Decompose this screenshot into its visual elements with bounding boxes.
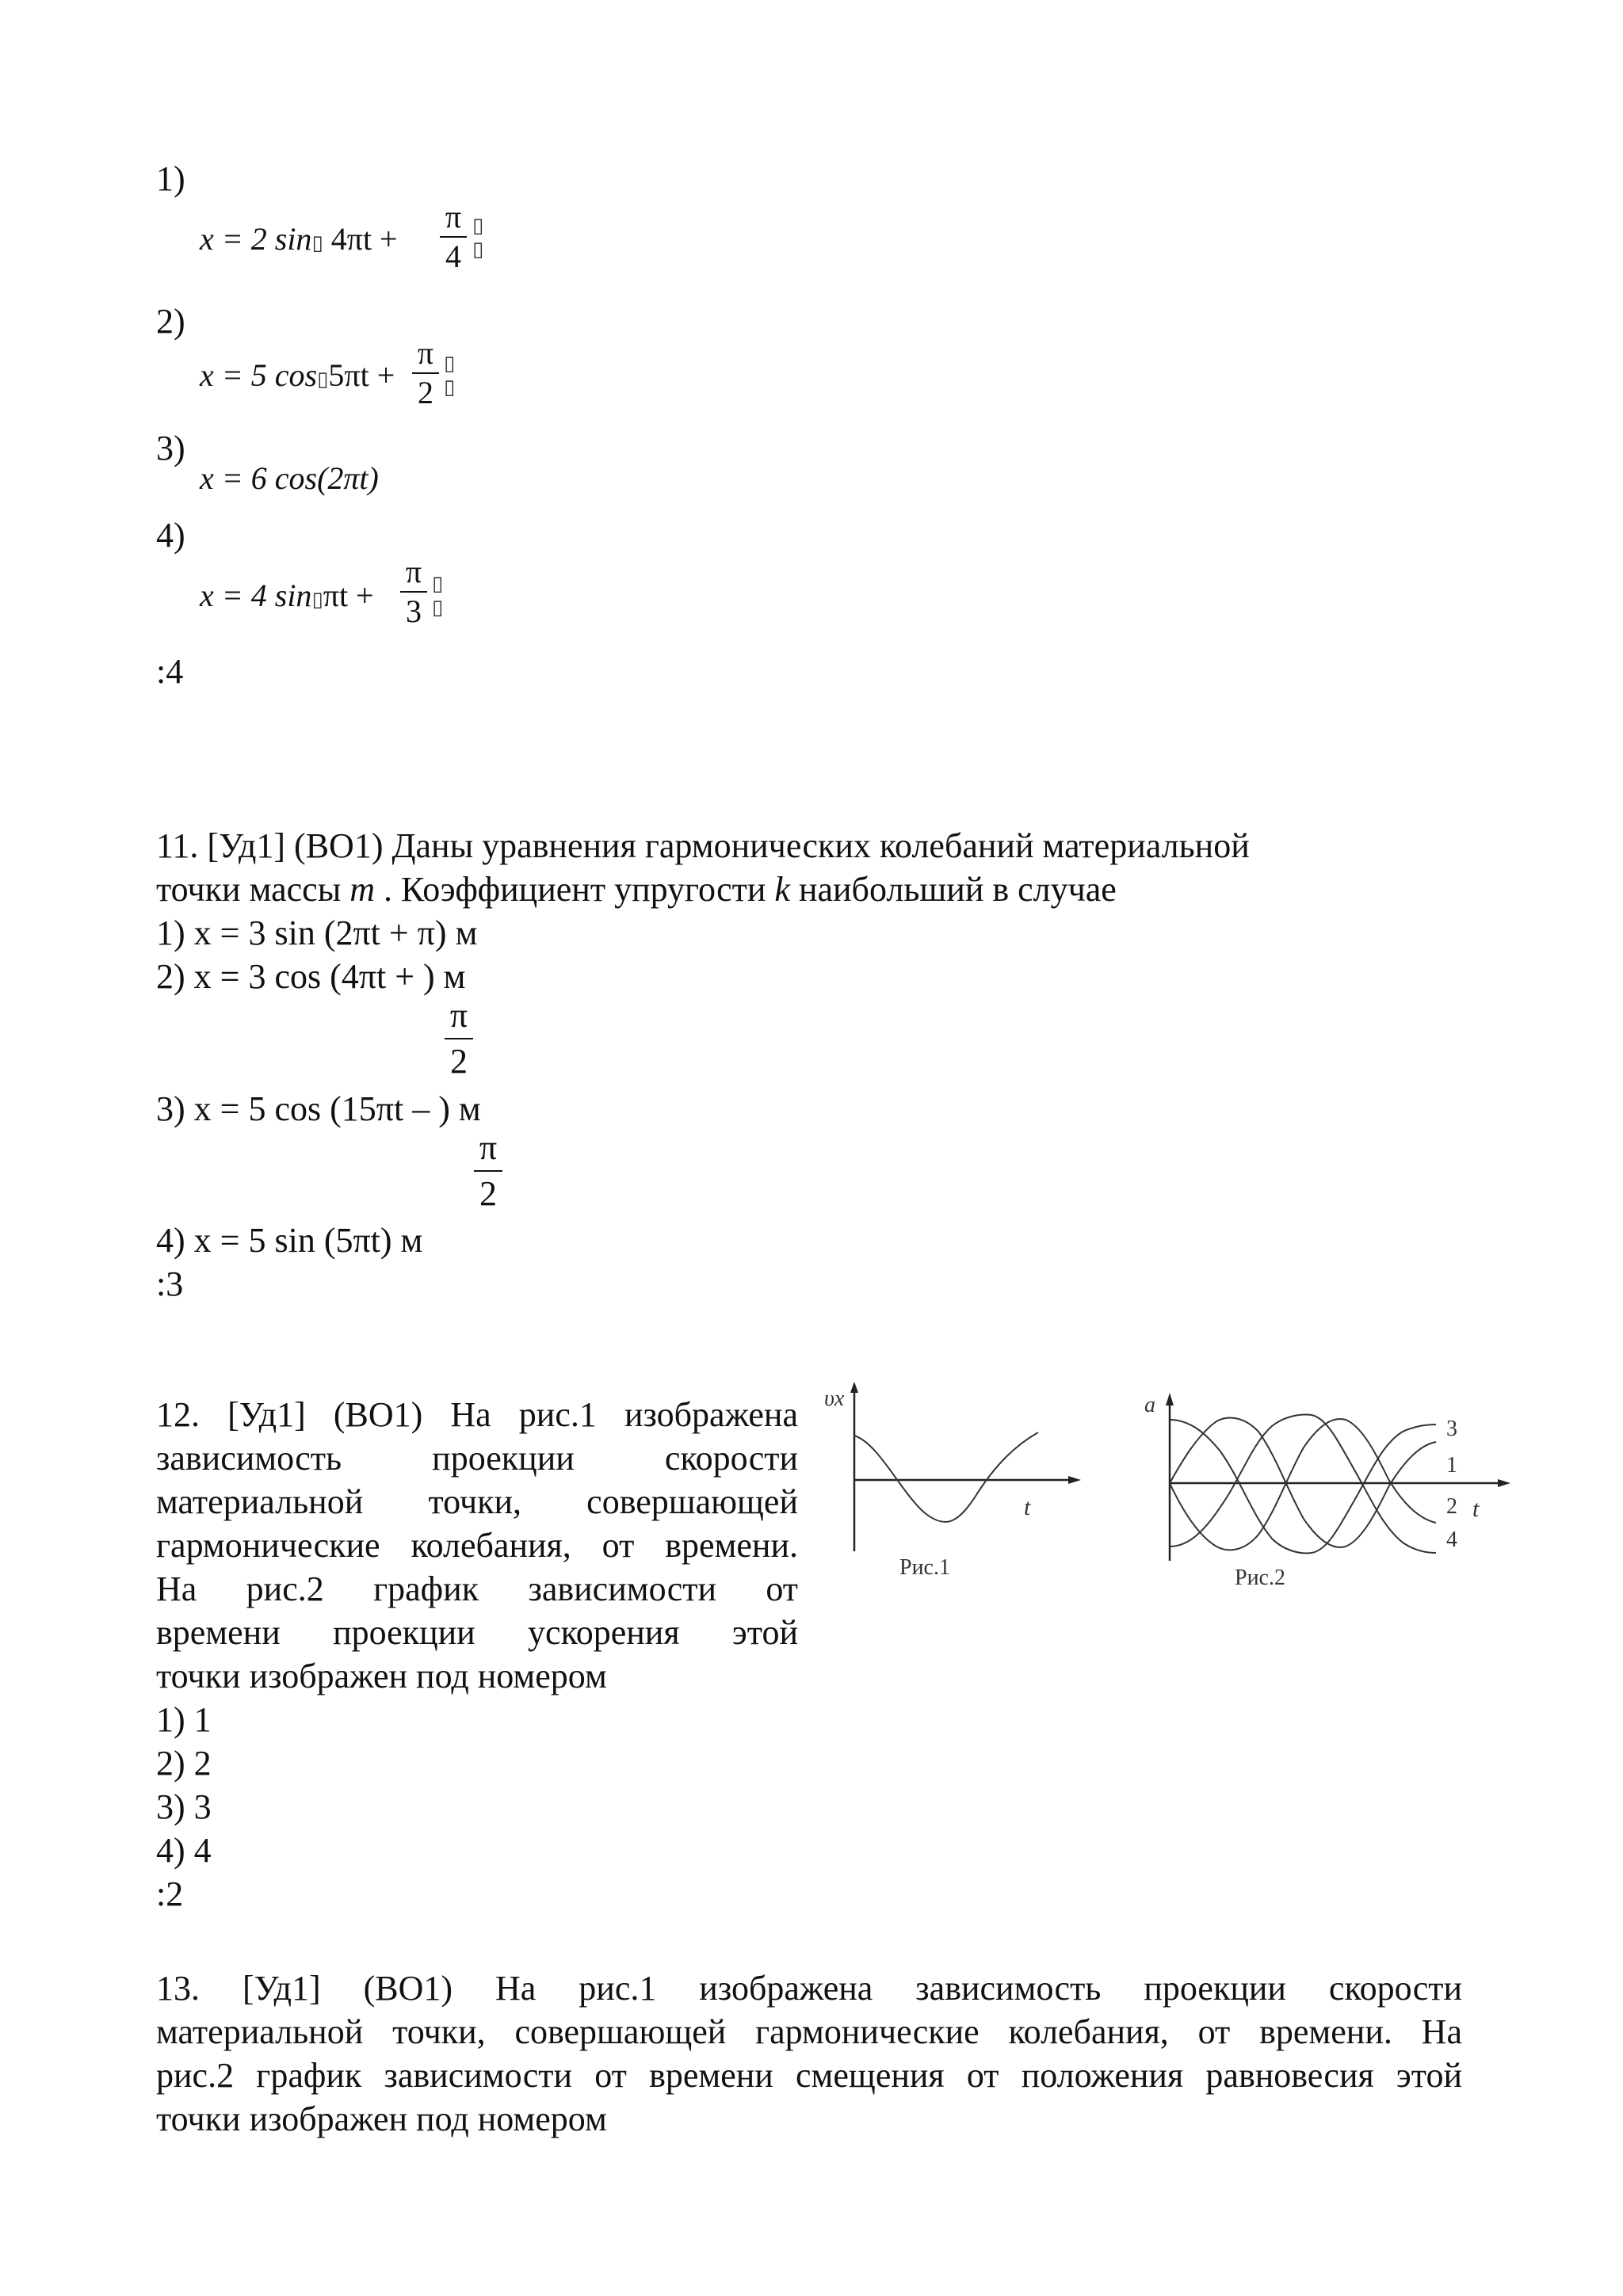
q12-option-3: 3) 3	[156, 1787, 212, 1826]
figure-1-ylabel: υx	[824, 1386, 845, 1411]
figure-2-caption: Рис.2	[1235, 1566, 1285, 1590]
figure-1-xlabel: t	[1024, 1494, 1031, 1520]
q10-option-2-fraction	[412, 336, 439, 410]
figure-2-xlabel: t	[1472, 1496, 1480, 1522]
q11-title-line: 11. [Уд1] (ВО1) Даны уравнения гармонических колебаний материальной	[156, 826, 1250, 865]
figure-1-caption: Рис.1	[899, 1555, 950, 1580]
q11-answer: :3	[156, 1264, 184, 1303]
q11-text: . Коэффициент упругости	[375, 870, 775, 909]
q12-option-4: 4) 4	[156, 1831, 212, 1870]
figure-1-y-arrow	[850, 1382, 858, 1393]
q10-option-4-arg: πt +	[323, 578, 374, 613]
figure-2-ylabel: a	[1144, 1393, 1155, 1417]
q11-title-line-2	[156, 868, 1117, 912]
q10-option-2-arg: 5πt +	[328, 357, 395, 393]
fraction-bar	[445, 1038, 473, 1039]
fraction-denominator: 4	[445, 238, 461, 274]
q10-option-3-number: 3)	[156, 429, 185, 467]
q12-option-2: 2) 2	[156, 1744, 212, 1783]
q10-option-1-fraction	[440, 200, 467, 274]
fraction-bar	[400, 591, 427, 593]
figure-2-curve-label: 2	[1446, 1494, 1457, 1519]
q11-option-1: 1) x = 3 sin (2πt + π) м	[156, 913, 478, 952]
fraction-numerator: π	[417, 335, 434, 371]
figure-2-y-arrow	[1166, 1393, 1174, 1405]
q12-option-1: 1) 1	[156, 1700, 212, 1739]
q11-text: наибольший в случае	[789, 870, 1117, 909]
q11-option-4: 4) x = 5 sin (5πt) м	[156, 1221, 423, 1260]
bracket-glyph: ▯ ▯	[432, 572, 444, 620]
q11-text: точки массы	[156, 870, 350, 909]
bracket-glyph: ▯ ▯	[472, 214, 484, 261]
q13-line: 13. [Уд1] (ВО1) На рис.1 изображена зависимость проекции скорости	[156, 1969, 1462, 2008]
q11-var-m: m	[349, 870, 376, 909]
fraction-denominator: 2	[418, 375, 433, 410]
q10-option-4-lhs: x = 4 sin	[200, 578, 312, 613]
fraction-numerator: π	[449, 996, 468, 1035]
fraction-denominator: 2	[479, 1174, 497, 1213]
q11-option-2: 2) x = 3 cos (4πt + ) м	[156, 957, 466, 996]
figure-2-curve-label: 1	[1446, 1453, 1457, 1478]
q12-line: времени проекции ускорения этой	[156, 1613, 798, 1652]
q11-option-3-fraction	[474, 1127, 502, 1215]
figure-2-x-arrow	[1498, 1479, 1510, 1487]
q10-option-1-formula	[200, 220, 398, 257]
bracket-glyph: ▯	[317, 368, 329, 391]
q10-option-2-formula	[200, 357, 395, 394]
bracket-glyph: ▯	[311, 231, 323, 255]
q11-var-k: k	[774, 870, 790, 909]
q12-line: материальной точки, совершающей	[156, 1482, 798, 1521]
fraction-numerator: π	[479, 1128, 498, 1167]
q12-line: точки изображен под номером	[156, 1657, 607, 1695]
fraction-denominator: 3	[406, 593, 422, 629]
q12-line: зависимость проекции скорости	[156, 1439, 798, 1478]
figure-2-curve-label: 3	[1446, 1417, 1457, 1441]
figure-2-curve-label: 4	[1446, 1527, 1457, 1552]
q10-option-2-lhs: x = 5 cos	[200, 357, 318, 393]
q12-answer: :2	[156, 1875, 184, 1913]
q10-option-4-number: 4)	[156, 516, 185, 555]
q10-option-1-arg: 4πt +	[330, 221, 398, 257]
figure-1-x-arrow	[1068, 1476, 1081, 1484]
q10-option-2-number: 2)	[156, 302, 185, 341]
q10-option-3-formula: x = 6 cos(2πt)	[200, 460, 379, 496]
q11-option-2-fraction	[445, 995, 473, 1082]
q10-option-1-lhs: x = 2 sin	[200, 221, 312, 257]
q13-line: материальной точки, совершающей гармонические колебания, от времени. На	[156, 2012, 1462, 2051]
fraction-numerator: π	[405, 554, 422, 589]
q12-statement	[156, 1393, 798, 1698]
bracket-glyph: ▯	[311, 588, 323, 612]
q11-option-3: 3) x = 5 cos (15πt – ) м	[156, 1089, 481, 1128]
fraction-numerator: π	[445, 199, 462, 235]
fraction-bar	[474, 1170, 502, 1172]
figure-1-curve	[854, 1432, 1038, 1522]
fraction-denominator: 2	[450, 1042, 468, 1081]
q10-option-1-number: 1)	[156, 159, 185, 198]
q12-line: 12. [Уд1] (ВО1) На рис.1 изображена	[156, 1395, 798, 1434]
q10-answer: :4	[156, 652, 184, 691]
q13-line: рис.2 график зависимости от времени смещения от положения равновесия этой	[156, 2056, 1462, 2095]
figure-1-velocity-graph	[816, 1379, 1086, 1592]
fraction-bar	[412, 372, 439, 374]
fraction-bar	[440, 236, 467, 238]
figure-2-curve-3	[1170, 1420, 1436, 1553]
q12-line: На рис.2 график зависимости от	[156, 1569, 798, 1608]
q10-option-4-fraction	[400, 555, 427, 629]
q13-statement	[156, 1966, 1462, 2141]
q12-line: гармонические колебания, от времени.	[156, 1526, 798, 1565]
bracket-glyph: ▯ ▯	[444, 352, 456, 399]
q10-option-4-formula	[200, 577, 374, 614]
figure-2-acceleration-graph	[1141, 1388, 1522, 1610]
q13-line: точки изображен под номером	[156, 2100, 607, 2138]
